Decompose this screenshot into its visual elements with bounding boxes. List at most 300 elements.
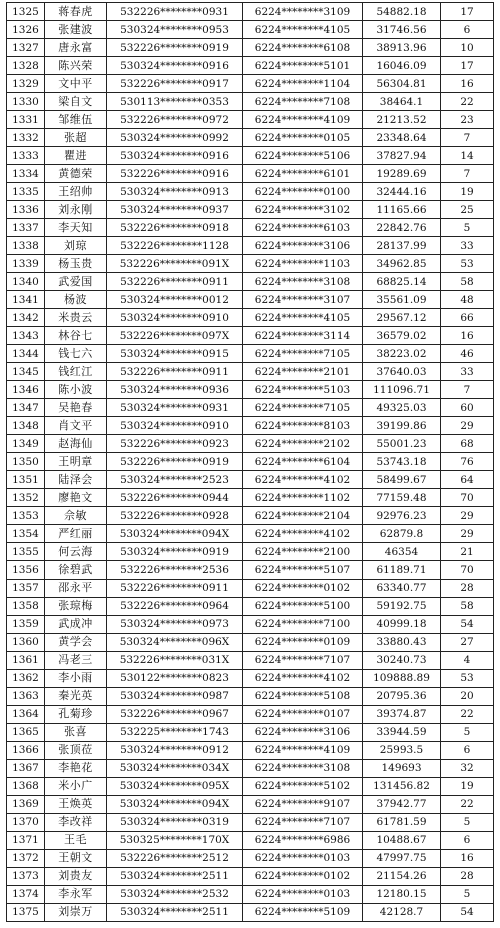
cell-name: 陈小波 <box>45 381 107 399</box>
cell-amount: 29567.12 <box>363 309 441 327</box>
cell-count: 32 <box>441 759 494 777</box>
cell-name: 杨玉贵 <box>45 255 107 273</box>
cell-name: 张超 <box>45 129 107 147</box>
table-row <box>7 867 494 885</box>
table-row <box>7 489 494 507</box>
cell-amount: 49325.03 <box>363 399 441 417</box>
cell-amount: 25993.5 <box>363 741 441 759</box>
cell-account-number: 6224********2101 <box>243 363 363 381</box>
cell-count: 22 <box>441 795 494 813</box>
cell-name: 徐碧武 <box>45 561 107 579</box>
cell-account-number: 6224********1104 <box>243 75 363 93</box>
cell-name: 李永军 <box>45 885 107 903</box>
cell-amount: 47997.75 <box>363 849 441 867</box>
cell-amount: 54882.18 <box>363 3 441 21</box>
cell-account-number: 6224********0105 <box>243 129 363 147</box>
cell-account-number: 6224********8103 <box>243 417 363 435</box>
cell-count: 64 <box>441 471 494 489</box>
cell-id-number: 530324********094X <box>107 795 243 813</box>
cell-id-number: 532226********2536 <box>107 561 243 579</box>
cell-amount: 36579.02 <box>363 327 441 345</box>
cell-row-number: 1348 <box>7 417 45 435</box>
cell-id-number: 532226********0928 <box>107 507 243 525</box>
cell-id-number: 532226********031X <box>107 651 243 669</box>
cell-id-number: 532226********091X <box>107 255 243 273</box>
cell-account-number: 6224********2104 <box>243 507 363 525</box>
cell-account-number: 6224********4109 <box>243 111 363 129</box>
cell-row-number: 1364 <box>7 705 45 723</box>
table-row <box>7 21 494 39</box>
cell-amount: 40999.18 <box>363 615 441 633</box>
cell-account-number: 6224********6101 <box>243 165 363 183</box>
table-row <box>7 237 494 255</box>
cell-account-number: 6224********0102 <box>243 579 363 597</box>
cell-account-number: 6224********3108 <box>243 273 363 291</box>
cell-count: 10 <box>441 39 494 57</box>
cell-id-number: 530324********0912 <box>107 741 243 759</box>
cell-name: 梁自文 <box>45 93 107 111</box>
cell-row-number: 1345 <box>7 363 45 381</box>
table-row <box>7 525 494 543</box>
cell-name: 黄学会 <box>45 633 107 651</box>
table-row <box>7 111 494 129</box>
cell-account-number: 6224********7105 <box>243 345 363 363</box>
table-row <box>7 399 494 417</box>
cell-name: 邵永平 <box>45 579 107 597</box>
table-row <box>7 687 494 705</box>
cell-account-number: 6224********5100 <box>243 597 363 615</box>
table-row <box>7 327 494 345</box>
cell-amount: 10488.67 <box>363 831 441 849</box>
cell-row-number: 1331 <box>7 111 45 129</box>
cell-count: 6 <box>441 741 494 759</box>
cell-row-number: 1332 <box>7 129 45 147</box>
cell-name: 邹维伍 <box>45 111 107 129</box>
cell-account-number: 6224********7105 <box>243 399 363 417</box>
cell-name: 王毛 <box>45 831 107 849</box>
cell-row-number: 1339 <box>7 255 45 273</box>
cell-row-number: 1365 <box>7 723 45 741</box>
table-row <box>7 435 494 453</box>
table-row <box>7 201 494 219</box>
cell-amount: 37640.03 <box>363 363 441 381</box>
cell-id-number: 530325********170X <box>107 831 243 849</box>
cell-amount: 33944.59 <box>363 723 441 741</box>
cell-name: 杨波 <box>45 291 107 309</box>
table-row <box>7 183 494 201</box>
cell-amount: 19289.69 <box>363 165 441 183</box>
cell-id-number: 532225********1743 <box>107 723 243 741</box>
cell-row-number: 1354 <box>7 525 45 543</box>
cell-amount: 53743.18 <box>363 453 441 471</box>
cell-row-number: 1361 <box>7 651 45 669</box>
cell-account-number: 6224********6103 <box>243 219 363 237</box>
cell-name: 钱七六 <box>45 345 107 363</box>
cell-count: 66 <box>441 309 494 327</box>
cell-count: 17 <box>441 57 494 75</box>
cell-id-number: 532226********0918 <box>107 219 243 237</box>
cell-id-number: 530324********2523 <box>107 471 243 489</box>
cell-count: 20 <box>441 687 494 705</box>
cell-name: 何云海 <box>45 543 107 561</box>
cell-name: 张喜 <box>45 723 107 741</box>
cell-name: 张琼梅 <box>45 597 107 615</box>
cell-count: 21 <box>441 543 494 561</box>
cell-name: 吴艳春 <box>45 399 107 417</box>
cell-amount: 38223.02 <box>363 345 441 363</box>
cell-count: 70 <box>441 489 494 507</box>
cell-name: 武成冲 <box>45 615 107 633</box>
cell-account-number: 6224********2102 <box>243 435 363 453</box>
cell-name: 武爱国 <box>45 273 107 291</box>
cell-name: 赵海仙 <box>45 435 107 453</box>
table-row <box>7 453 494 471</box>
cell-name: 刘永刚 <box>45 201 107 219</box>
cell-id-number: 532226********0917 <box>107 75 243 93</box>
table-row <box>7 165 494 183</box>
cell-amount: 109888.89 <box>363 669 441 687</box>
cell-row-number: 1346 <box>7 381 45 399</box>
cell-amount: 42128.7 <box>363 903 441 921</box>
cell-id-number: 530113********0353 <box>107 93 243 111</box>
cell-amount: 58499.67 <box>363 471 441 489</box>
cell-id-number: 530324********0919 <box>107 543 243 561</box>
cell-account-number: 6224********4109 <box>243 741 363 759</box>
table-row <box>7 597 494 615</box>
cell-id-number: 532226********0911 <box>107 579 243 597</box>
cell-name: 刘崇万 <box>45 903 107 921</box>
cell-count: 7 <box>441 381 494 399</box>
cell-name: 文中平 <box>45 75 107 93</box>
cell-amount: 131456.82 <box>363 777 441 795</box>
cell-id-number: 530324********094X <box>107 525 243 543</box>
cell-amount: 39374.87 <box>363 705 441 723</box>
cell-account-number: 6224********7108 <box>243 93 363 111</box>
cell-name: 李小雨 <box>45 669 107 687</box>
cell-amount: 92976.23 <box>363 507 441 525</box>
cell-account-number: 6224********1102 <box>243 489 363 507</box>
cell-amount: 20795.36 <box>363 687 441 705</box>
cell-count: 16 <box>441 75 494 93</box>
cell-id-number: 530324********095X <box>107 777 243 795</box>
cell-amount: 12180.15 <box>363 885 441 903</box>
table-row <box>7 291 494 309</box>
cell-row-number: 1356 <box>7 561 45 579</box>
cell-name: 肖文平 <box>45 417 107 435</box>
table-row <box>7 3 494 21</box>
table-row <box>7 705 494 723</box>
cell-row-number: 1330 <box>7 93 45 111</box>
payment-table <box>6 2 494 922</box>
cell-account-number: 6224********5108 <box>243 687 363 705</box>
cell-amount: 62879.8 <box>363 525 441 543</box>
cell-row-number: 1343 <box>7 327 45 345</box>
cell-name: 黄德荣 <box>45 165 107 183</box>
cell-amount: 61189.71 <box>363 561 441 579</box>
cell-name: 陈兴荣 <box>45 57 107 75</box>
table-row <box>7 507 494 525</box>
cell-amount: 38913.96 <box>363 39 441 57</box>
cell-amount: 38464.1 <box>363 93 441 111</box>
cell-row-number: 1363 <box>7 687 45 705</box>
cell-amount: 23348.64 <box>363 129 441 147</box>
table-row <box>7 849 494 867</box>
cell-name: 李艳花 <box>45 759 107 777</box>
table-row <box>7 759 494 777</box>
cell-id-number: 530324********0913 <box>107 183 243 201</box>
cell-account-number: 6224********4105 <box>243 21 363 39</box>
cell-account-number: 6224********0103 <box>243 849 363 867</box>
cell-count: 29 <box>441 525 494 543</box>
cell-id-number: 532226********2512 <box>107 849 243 867</box>
table-row <box>7 39 494 57</box>
cell-account-number: 6224********6104 <box>243 453 363 471</box>
cell-name: 唐永富 <box>45 39 107 57</box>
cell-amount: 35561.09 <box>363 291 441 309</box>
cell-id-number: 530324********0973 <box>107 615 243 633</box>
cell-name: 佘敏 <box>45 507 107 525</box>
table-row <box>7 255 494 273</box>
cell-row-number: 1367 <box>7 759 45 777</box>
cell-row-number: 1333 <box>7 147 45 165</box>
cell-name: 秦光英 <box>45 687 107 705</box>
cell-id-number: 532226********0919 <box>107 453 243 471</box>
cell-amount: 37942.77 <box>363 795 441 813</box>
table-row <box>7 903 494 921</box>
cell-row-number: 1352 <box>7 489 45 507</box>
table-row <box>7 813 494 831</box>
table-row <box>7 147 494 165</box>
cell-name: 米小广 <box>45 777 107 795</box>
cell-name: 王绍帅 <box>45 183 107 201</box>
cell-row-number: 1358 <box>7 597 45 615</box>
table-row <box>7 615 494 633</box>
cell-id-number: 530324********0992 <box>107 129 243 147</box>
table-row <box>7 651 494 669</box>
cell-row-number: 1326 <box>7 21 45 39</box>
cell-row-number: 1353 <box>7 507 45 525</box>
cell-count: 54 <box>441 903 494 921</box>
roster-sheet <box>6 2 493 922</box>
cell-name: 李改祥 <box>45 813 107 831</box>
cell-count: 17 <box>441 3 494 21</box>
cell-count: 4 <box>441 651 494 669</box>
cell-id-number: 530324********2532 <box>107 885 243 903</box>
cell-name: 刘贵友 <box>45 867 107 885</box>
table-row <box>7 219 494 237</box>
cell-account-number: 6224********3107 <box>243 291 363 309</box>
cell-count: 58 <box>441 597 494 615</box>
cell-id-number: 530324********0953 <box>107 21 243 39</box>
cell-id-number: 530324********0910 <box>107 417 243 435</box>
cell-amount: 61781.59 <box>363 813 441 831</box>
table-row <box>7 309 494 327</box>
cell-count: 25 <box>441 201 494 219</box>
table-row <box>7 57 494 75</box>
cell-amount: 28137.99 <box>363 237 441 255</box>
cell-account-number: 6224********7100 <box>243 615 363 633</box>
cell-amount: 77159.48 <box>363 489 441 507</box>
cell-account-number: 6224********0103 <box>243 885 363 903</box>
cell-row-number: 1371 <box>7 831 45 849</box>
cell-row-number: 1375 <box>7 903 45 921</box>
cell-amount: 16046.09 <box>363 57 441 75</box>
cell-account-number: 6224********0107 <box>243 705 363 723</box>
cell-amount: 11165.66 <box>363 201 441 219</box>
cell-id-number: 532226********0964 <box>107 597 243 615</box>
cell-row-number: 1366 <box>7 741 45 759</box>
table-row <box>7 129 494 147</box>
cell-count: 70 <box>441 561 494 579</box>
cell-count: 5 <box>441 723 494 741</box>
table-body <box>7 3 494 922</box>
cell-row-number: 1362 <box>7 669 45 687</box>
cell-id-number: 532226********0944 <box>107 489 243 507</box>
cell-account-number: 6224********4105 <box>243 309 363 327</box>
cell-account-number: 6224********5103 <box>243 381 363 399</box>
cell-amount: 46354 <box>363 543 441 561</box>
cell-count: 53 <box>441 255 494 273</box>
cell-name: 冯老三 <box>45 651 107 669</box>
table-row <box>7 723 494 741</box>
cell-count: 22 <box>441 93 494 111</box>
cell-count: 6 <box>441 831 494 849</box>
cell-account-number: 6224********1103 <box>243 255 363 273</box>
cell-id-number: 530324********2511 <box>107 903 243 921</box>
cell-amount: 22842.76 <box>363 219 441 237</box>
cell-amount: 55001.23 <box>363 435 441 453</box>
cell-id-number: 532226********0967 <box>107 705 243 723</box>
cell-id-number: 532226********1128 <box>107 237 243 255</box>
cell-id-number: 532226********0919 <box>107 39 243 57</box>
cell-row-number: 1328 <box>7 57 45 75</box>
cell-id-number: 530324********0931 <box>107 399 243 417</box>
cell-account-number: 6224********0100 <box>243 183 363 201</box>
cell-count: 29 <box>441 417 494 435</box>
cell-count: 58 <box>441 273 494 291</box>
cell-count: 33 <box>441 363 494 381</box>
cell-name: 王焕英 <box>45 795 107 813</box>
cell-row-number: 1359 <box>7 615 45 633</box>
cell-count: 19 <box>441 777 494 795</box>
cell-account-number: 6224********3102 <box>243 201 363 219</box>
cell-row-number: 1335 <box>7 183 45 201</box>
table-row <box>7 471 494 489</box>
cell-count: 19 <box>441 183 494 201</box>
cell-id-number: 530324********0910 <box>107 309 243 327</box>
cell-amount: 59192.75 <box>363 597 441 615</box>
cell-count: 14 <box>441 147 494 165</box>
table-row <box>7 381 494 399</box>
cell-amount: 111096.71 <box>363 381 441 399</box>
cell-id-number: 530324********034X <box>107 759 243 777</box>
cell-row-number: 1351 <box>7 471 45 489</box>
cell-amount: 68825.14 <box>363 273 441 291</box>
cell-account-number: 6224********7107 <box>243 813 363 831</box>
cell-count: 54 <box>441 615 494 633</box>
cell-account-number: 6224********4102 <box>243 471 363 489</box>
cell-id-number: 532226********097X <box>107 327 243 345</box>
cell-row-number: 1341 <box>7 291 45 309</box>
cell-id-number: 530324********0916 <box>107 147 243 165</box>
cell-row-number: 1342 <box>7 309 45 327</box>
table-row <box>7 561 494 579</box>
cell-count: 5 <box>441 813 494 831</box>
cell-row-number: 1329 <box>7 75 45 93</box>
cell-id-number: 530324********096X <box>107 633 243 651</box>
cell-account-number: 6224********3108 <box>243 759 363 777</box>
cell-row-number: 1349 <box>7 435 45 453</box>
cell-row-number: 1357 <box>7 579 45 597</box>
cell-id-number: 532226********0911 <box>107 273 243 291</box>
cell-name: 林谷七 <box>45 327 107 345</box>
cell-amount: 39199.86 <box>363 417 441 435</box>
cell-account-number: 6224********5109 <box>243 903 363 921</box>
cell-row-number: 1325 <box>7 3 45 21</box>
cell-count: 28 <box>441 867 494 885</box>
cell-count: 68 <box>441 435 494 453</box>
cell-amount: 21213.52 <box>363 111 441 129</box>
cell-account-number: 6224********3106 <box>243 723 363 741</box>
table-row <box>7 795 494 813</box>
cell-id-number: 530324********0012 <box>107 291 243 309</box>
table-row <box>7 831 494 849</box>
cell-id-number: 530324********0987 <box>107 687 243 705</box>
cell-count: 16 <box>441 327 494 345</box>
cell-name: 严红丽 <box>45 525 107 543</box>
cell-row-number: 1373 <box>7 867 45 885</box>
table-row <box>7 273 494 291</box>
table-row <box>7 345 494 363</box>
cell-count: 5 <box>441 219 494 237</box>
cell-account-number: 6224********3114 <box>243 327 363 345</box>
cell-count: 27 <box>441 633 494 651</box>
cell-count: 23 <box>441 111 494 129</box>
cell-account-number: 6224********4102 <box>243 669 363 687</box>
cell-name: 瞿进 <box>45 147 107 165</box>
cell-account-number: 6224********6108 <box>243 39 363 57</box>
table-row <box>7 777 494 795</box>
cell-count: 22 <box>441 705 494 723</box>
cell-id-number: 530324********0915 <box>107 345 243 363</box>
cell-account-number: 6224********0102 <box>243 867 363 885</box>
cell-count: 53 <box>441 669 494 687</box>
cell-name: 廖艳文 <box>45 489 107 507</box>
cell-row-number: 1369 <box>7 795 45 813</box>
table-row <box>7 633 494 651</box>
cell-count: 7 <box>441 129 494 147</box>
cell-name: 王明章 <box>45 453 107 471</box>
cell-row-number: 1334 <box>7 165 45 183</box>
cell-account-number: 6224********5102 <box>243 777 363 795</box>
cell-count: 5 <box>441 885 494 903</box>
cell-row-number: 1370 <box>7 813 45 831</box>
cell-account-number: 6224********4102 <box>243 525 363 543</box>
cell-account-number: 6224********9107 <box>243 795 363 813</box>
cell-count: 48 <box>441 291 494 309</box>
cell-row-number: 1336 <box>7 201 45 219</box>
cell-amount: 31746.56 <box>363 21 441 39</box>
cell-name: 张建波 <box>45 21 107 39</box>
cell-account-number: 6224********5106 <box>243 147 363 165</box>
cell-name: 王朝文 <box>45 849 107 867</box>
cell-account-number: 6224********7107 <box>243 651 363 669</box>
table-row <box>7 75 494 93</box>
cell-row-number: 1347 <box>7 399 45 417</box>
cell-account-number: 6224********5101 <box>243 57 363 75</box>
cell-count: 29 <box>441 507 494 525</box>
cell-amount: 32444.16 <box>363 183 441 201</box>
